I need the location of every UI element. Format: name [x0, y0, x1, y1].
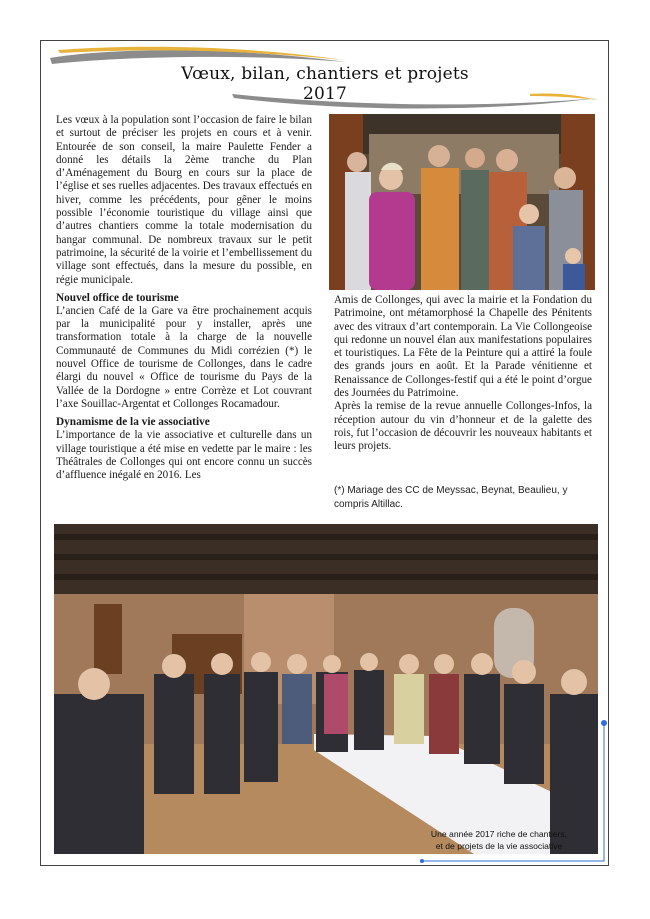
footnote: (*) Mariage des CC de Meyssac, Beynat, Beaulieu, y compris Altillac. — [334, 485, 568, 510]
section-heading-office: Nouvel office de tourisme — [56, 291, 179, 304]
associations-paragraph: Amis de Collonges, qui avec la mairie et la Fondation du Patrimoine, ont métamorphosé la Chapelle des Pénitents avec des vitraux d’art contemporain. La Vie Collongeoise qui redonne un nouvel élan aux manifestations populaires et touristiques. La Fête de la Peinture qui a attiré la foule des grands jours en août. Et la Parade vénitienne et Renaissance de Collonges-festif qui a été le point d’orgue des Journées du Patrimoine. — [334, 294, 592, 400]
photo-mayor-speech — [329, 114, 595, 290]
intro-paragraph: Les vœux à la population sont l’occasion de faire le bilan et surtout de préciser les projets en cours et à venir. Entourée de son conseil, la maire Paulette Fender a donné les détails la 2ème tranche du Plan d’Aménagement du Bourg en cours sur la place de l’église et ses ruelles adjacentes. Des travaux effectués en hiver, comme les précédents, pour gêner le moins possible l’économie touristique du village ainsi que d’autres chantiers comme la totale modernisation du hangar communal. De nombreux travaux sur le petit patrimoine, la sécurité de la voirie et l’embellissement du village sont effectués, dans la mesure du possible, en régie municipale. — [56, 114, 312, 286]
reception-paragraph: Après la remise de la revue annuelle Collonges-Infos, la réception autour du vin d’honneur et de la galette des rois, fut l’occasion de découvrir les nouveaux habitants et leurs projets. — [334, 400, 592, 453]
title-swoosh-top — [48, 44, 348, 66]
article-right-column — [334, 294, 592, 454]
article-left-column — [56, 114, 312, 482]
title-swoosh-bottom — [230, 90, 600, 112]
office-paragraph: L’ancien Café de la Gare va être prochainement acquis par la municipalité pour y installer, après une transformation totale à la charge de la nouvelle Communauté de Communes du Midi corrézien (*) le nouvel Office de tourisme de Collonges, dans le cadre élargi du nouvel « Office de tourisme du Pays de la Vallée de la Dordogne » entre Corrèze et Lot couvrant l’axe Souillac-Argentat et Collonges Rocamadour. — [56, 304, 312, 410]
associative-paragraph: L’importance de la vie associative et culturelle dans un village touristique a été mise en vedette par le maire : les Théâtrales de Collonges qui ont encore connu un succès d’affluence inégalé en 2016. Les — [56, 429, 312, 482]
page-title: Vœux, bilan, chantiers et projets 2017 — [181, 64, 469, 104]
section-heading-associative: Dynamisme de la vie associative — [56, 416, 210, 429]
photo-caption — [404, 828, 594, 852]
caption-line-1: Une année 2017 riche de chantiers, — [430, 829, 568, 839]
caption-line-2: et de projets de la vie associative — [435, 841, 563, 851]
